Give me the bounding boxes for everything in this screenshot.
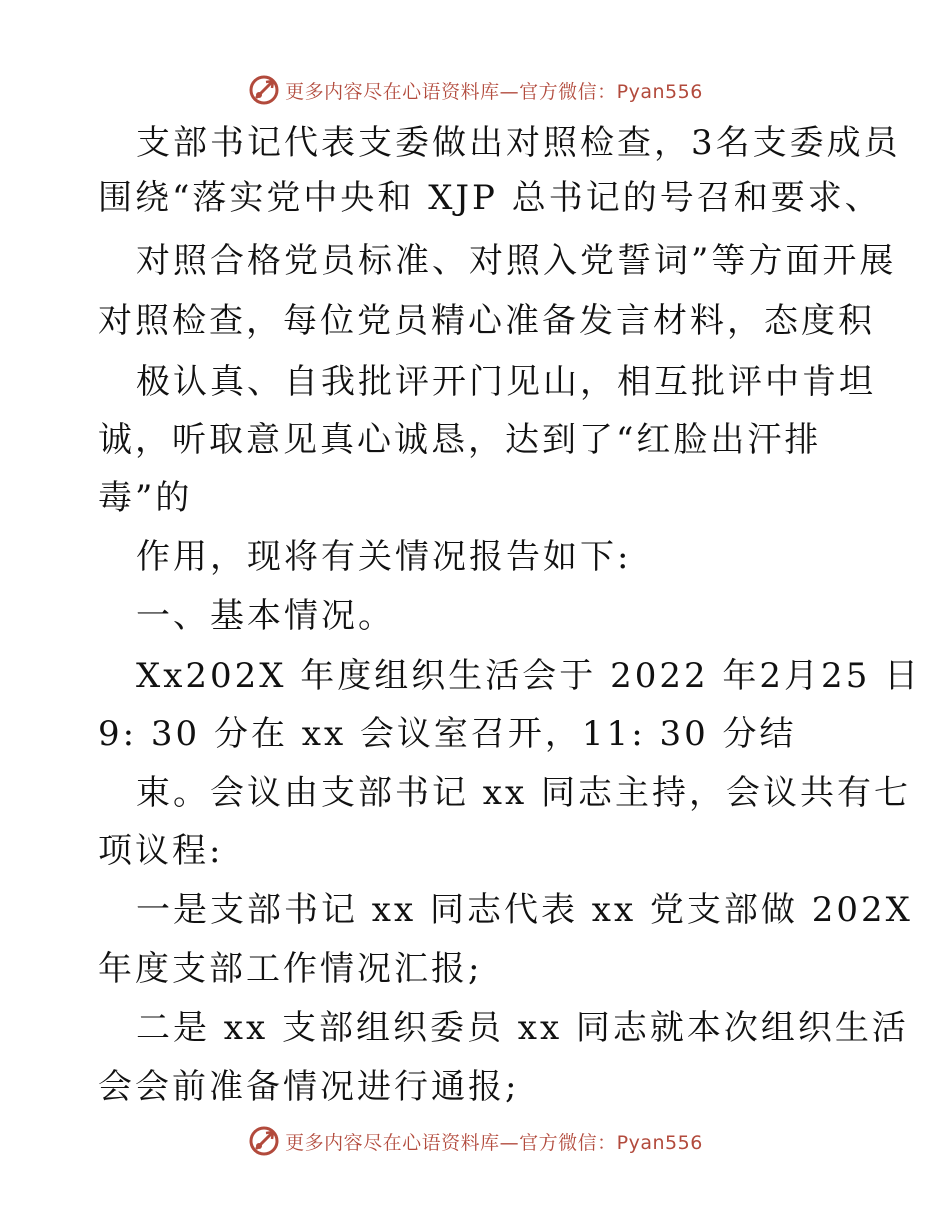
body-line: 对照检查，每位党员精心准备发言材料，态度积	[98, 301, 875, 341]
watermark-logo-icon	[247, 1124, 281, 1158]
body-line: 一是支部书记 xx 同志代表 xx 党支部做 202X	[136, 890, 913, 930]
body-line: 作用，现将有关情况报告如下:	[136, 537, 632, 577]
body-line: 项议程:	[98, 831, 224, 871]
footer-watermark-text: 更多内容尽在心语资料库—官方微信：Pyan556	[285, 1131, 703, 1154]
body-line: 9: 30 分在 xx 会议室召开，11: 30 分结	[98, 714, 797, 754]
body-line: Xx202X 年度组织生活会于 2022 年2月25 日	[136, 656, 922, 696]
header-watermark-text: 更多内容尽在心语资料库—官方微信：Pyan556	[285, 80, 703, 103]
body-line: 诚，听取意见真心诚恳，达到了“红脸出汗排	[98, 420, 822, 460]
body-line: 束。会议由支部书记 xx 同志主持，会议共有七	[136, 773, 911, 813]
body-line: 二是 xx 支部组织委员 xx 同志就本次组织生活	[136, 1008, 909, 1048]
body-line: 极认真、自我批评开门见山，相互批评中肯坦	[136, 362, 876, 402]
footer-watermark	[0, 1121, 950, 1161]
body-line: 毒”的	[98, 478, 193, 518]
body-line: 年度支部工作情况汇报;	[98, 949, 483, 989]
body-line: 对照合格党员标准、对照入党誓词”等方面开展	[136, 241, 897, 281]
body-line: 支部书记代表支委做出对照检查，3名支委成员	[136, 123, 901, 163]
body-line: 围绕“落实党中央和 XJP 总书记的号召和要求、	[98, 178, 882, 218]
header-watermark	[0, 70, 950, 110]
section-heading: 一、基本情况。	[136, 596, 395, 636]
body-line: 会会前准备情况进行通报;	[98, 1067, 520, 1107]
watermark-logo-icon	[247, 73, 281, 107]
